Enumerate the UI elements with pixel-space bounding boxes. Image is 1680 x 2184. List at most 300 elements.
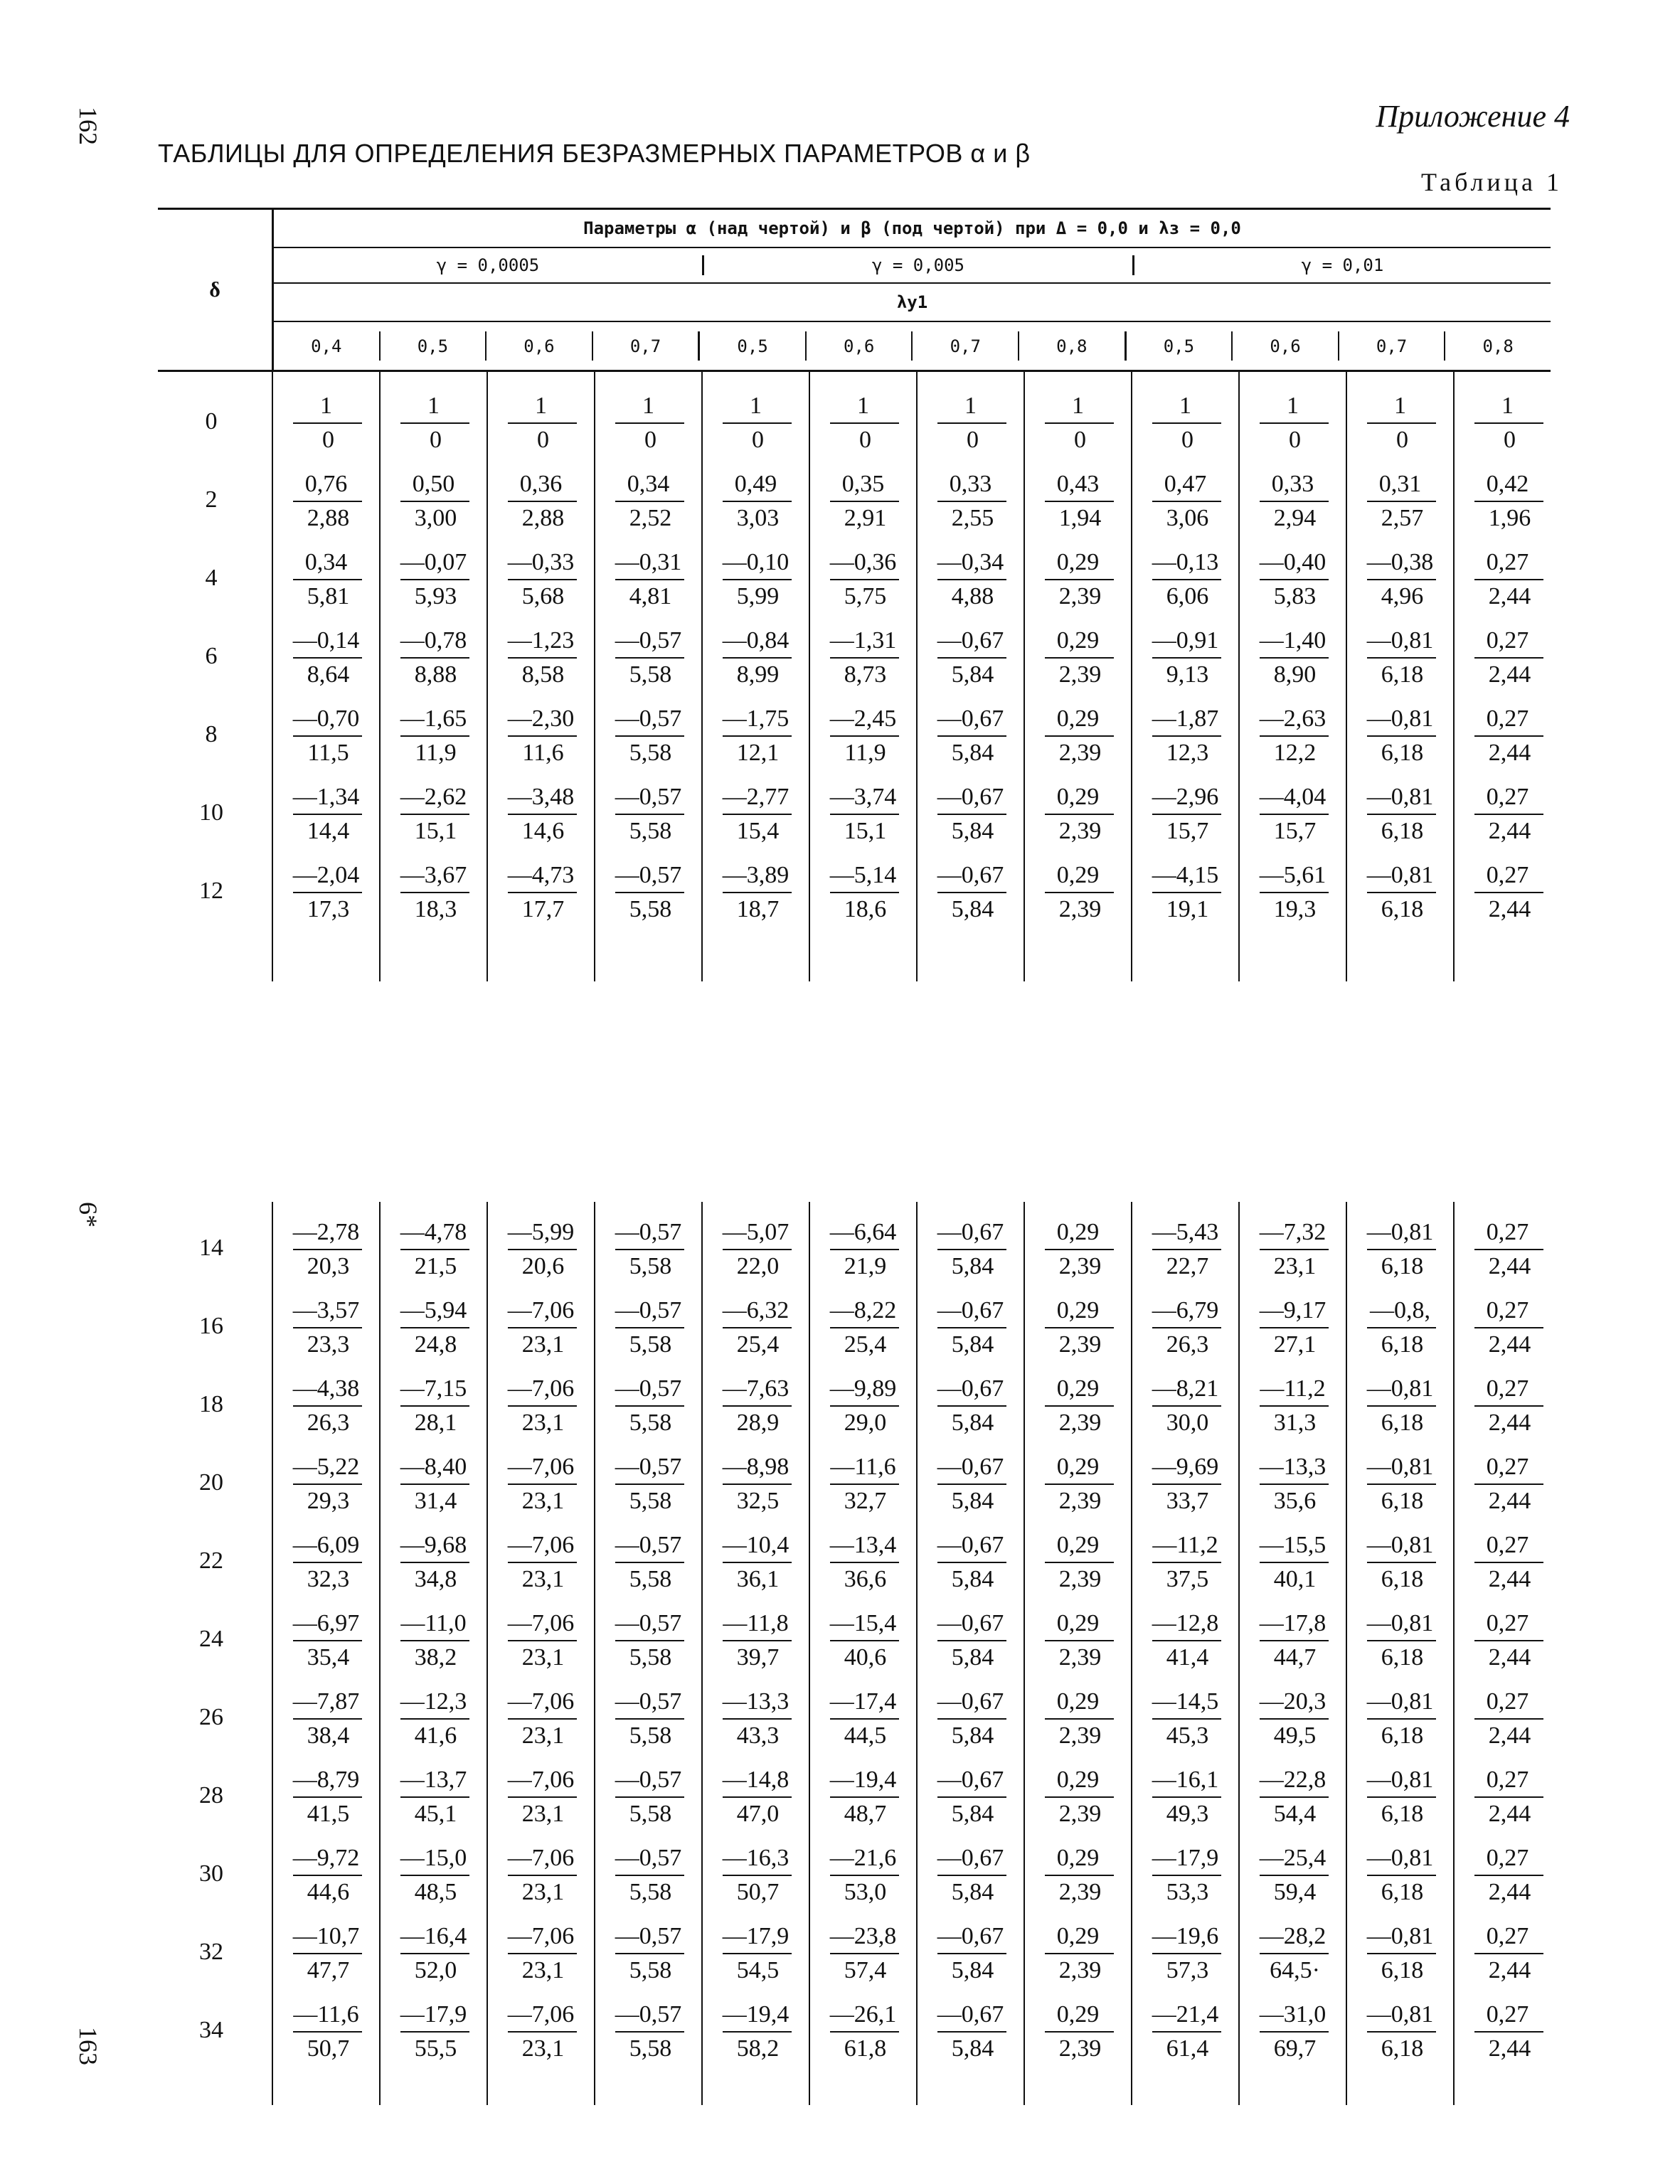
beta-value: 25,4 [844,1331,887,1358]
alpha-value: 1 [1501,393,1514,419]
beta-value: 40,6 [844,1644,887,1671]
delta-value: 8 [205,721,218,747]
fraction-cell [919,546,1026,613]
delta-value: 28 [199,1782,223,1809]
fraction-cell [1241,1529,1349,1596]
fraction-cell [275,859,382,926]
beta-value: 45,1 [414,1801,457,1827]
alpha-value: —16,1 [1152,1767,1219,1793]
fraction-cell [489,390,597,457]
beta-value: 1,94 [1058,505,1102,531]
column-header: 0,5 [381,331,487,360]
beta-value: 0 [1504,427,1516,453]
alpha-value: —0,67 [937,1454,1004,1480]
fraction-cell [1134,390,1241,457]
beta-value: 5,58 [629,1879,672,1905]
delta-value: 18 [199,1391,223,1417]
fraction-cell [919,1998,1026,2065]
fraction-cell [919,1294,1026,1361]
fraction-cell [1241,546,1349,613]
fraction-cell [1456,1998,1563,2065]
fraction-cell [597,546,704,613]
alpha-value: —9,72 [292,1845,360,1871]
beta-value: 0 [1289,427,1301,453]
fraction-cell [1456,1373,1563,1439]
fraction-cell [919,1216,1026,1283]
beta-value: 12,1 [736,740,780,766]
alpha-value: —17,9 [722,1923,790,1949]
column-header: 0,7 [593,331,701,360]
alpha-value: —1,31 [829,627,897,654]
fraction-cell [1456,390,1563,457]
beta-value: 2,44 [1488,583,1531,609]
fraction-cell [275,468,382,535]
fraction-cell [1241,1373,1349,1439]
alpha-value: —7,06 [507,1845,575,1871]
alpha-value: —1,34 [292,784,360,810]
alpha-value: —14,8 [722,1767,790,1793]
fraction-cell [1026,781,1134,848]
fraction-cell [382,624,489,691]
beta-value: 2,39 [1058,1801,1102,1827]
fraction-cell [704,1294,812,1361]
fraction-cell [1026,1529,1134,1596]
beta-value: 5,83 [1273,583,1317,609]
fraction-cell [597,1998,704,2065]
alpha-value: —0,81 [1366,862,1434,888]
beta-value: 23,3 [307,1331,350,1358]
fraction-cell [1134,1920,1241,1987]
beta-value: 57,3 [1166,1957,1209,1983]
beta-value: 6,18 [1381,1644,1424,1671]
fraction-cell [597,1920,704,1987]
alpha-value: 0,29 [1056,784,1100,810]
beta-value: 5,84 [951,896,994,922]
beta-value: 2,39 [1058,1253,1102,1279]
fraction-cell [1241,1685,1349,1752]
table-label: Таблица 1 [1421,168,1563,196]
fraction-cell [1349,859,1456,926]
beta-value: 8,90 [1273,661,1317,688]
alpha-value: 1 [964,393,977,419]
beta-value: 2,88 [307,505,350,531]
beta-value: 61,4 [1166,2035,1209,2062]
beta-value: 6,18 [1381,1801,1424,1827]
alpha-value: —5,22 [292,1454,360,1480]
alpha-value: —0,40 [1259,549,1327,575]
beta-value: 44,7 [1273,1644,1317,1671]
delta-value: 14 [199,1235,223,1261]
fraction-cell [1456,1529,1563,1596]
fraction-cell [1026,1998,1134,2065]
fraction-cell [597,468,704,535]
beta-value: 43,3 [736,1722,780,1749]
alpha-value: —0,67 [937,1923,1004,1949]
fraction-cell [1241,1842,1349,1909]
alpha-value: —25,4 [1259,1845,1327,1871]
column-header: 0,6 [487,331,593,360]
fraction-cell [812,1607,919,1674]
fraction-cell [1241,1451,1349,1518]
alpha-value: —0,81 [1366,1688,1434,1715]
gamma-group-3: γ = 0,01 [1301,255,1384,275]
fraction-cell [704,1607,812,1674]
beta-value: 5,84 [951,1644,994,1671]
delta-value: 26 [199,1704,223,1730]
fraction-cell [1026,1920,1134,1987]
fraction-cell [1349,1294,1456,1361]
beta-value: 2,44 [1488,896,1531,922]
beta-value: 2,39 [1058,661,1102,688]
fraction-cell [1456,1842,1563,1909]
alpha-value: —8,79 [292,1767,360,1793]
beta-value: 0 [1396,427,1408,453]
beta-value: 6,18 [1381,1488,1424,1514]
beta-value: 2,44 [1488,1566,1531,1592]
fraction-cell [1241,624,1349,691]
alpha-value: —0,67 [937,1532,1004,1558]
beta-value: 2,44 [1488,1331,1531,1358]
alpha-value: 0,29 [1056,1610,1100,1636]
fraction-cell [275,1764,382,1831]
beta-value: 5,58 [629,1722,672,1749]
beta-value: 57,4 [844,1957,887,1983]
fraction-cell [275,1373,382,1439]
beta-value: 23,1 [521,1801,565,1827]
beta-value: 5,58 [629,1253,672,1279]
alpha-value: —0,33 [507,549,575,575]
alpha-value: —19,6 [1152,1923,1219,1949]
fraction-cell [919,703,1026,769]
beta-value: 23,1 [521,1644,565,1671]
beta-value: 18,7 [736,896,780,922]
beta-value: 5,84 [951,818,994,844]
fraction-cell [489,1998,597,2065]
delta-value: 12 [199,878,223,904]
alpha-value: 0,33 [1271,471,1314,497]
fraction-cell [919,781,1026,848]
column-header: 0,7 [913,331,1019,360]
page-number-bottom: 163 [74,2027,102,2065]
fraction-cell [704,1764,812,1831]
fraction-cell [1241,1764,1349,1831]
beta-value: 5,84 [951,1801,994,1827]
fraction-cell [1241,468,1349,535]
beta-value: 2,44 [1488,1253,1531,1279]
alpha-value: —2,77 [722,784,790,810]
appendix-label: Приложение 4 [1376,99,1570,134]
fraction-cell [489,859,597,926]
fraction-cell [812,1842,919,1909]
alpha-value: —9,89 [829,1375,897,1402]
beta-value: 11,5 [307,740,349,766]
alpha-value: 0,27 [1486,1219,1529,1245]
alpha-value: —13,7 [400,1767,467,1793]
delta-header: δ [209,277,220,302]
fraction-cell [1349,1998,1456,2065]
fraction-cell [919,1529,1026,1596]
fraction-cell [1456,1451,1563,1518]
alpha-value: —14,5 [1152,1688,1219,1715]
beta-value: 6,18 [1381,896,1424,922]
delta-value: 32 [199,1939,223,1965]
fraction-cell [382,1373,489,1439]
alpha-value: —0,81 [1366,627,1434,654]
beta-value: 23,1 [521,1488,565,1514]
beta-value: 2,57 [1381,505,1424,531]
beta-value: 36,1 [736,1566,780,1592]
alpha-value: —8,98 [722,1454,790,1480]
alpha-value: —2,04 [292,862,360,888]
fraction-cell [1349,1685,1456,1752]
alpha-value: 0,27 [1486,1454,1529,1480]
beta-value: 5,84 [951,1566,994,1592]
fraction-cell [1026,1373,1134,1439]
alpha-value: —23,8 [829,1923,897,1949]
beta-value: 2,39 [1058,1331,1102,1358]
beta-value: 5,75 [844,583,887,609]
delta-value: 22 [199,1548,223,1574]
alpha-value: 1 [535,393,547,419]
alpha-value: —3,67 [400,862,467,888]
beta-value: 2,39 [1058,583,1102,609]
beta-value: 5,84 [951,1722,994,1749]
alpha-value: —7,32 [1259,1219,1327,1245]
alpha-value: —10,7 [292,1923,360,1949]
alpha-value: —2,30 [507,705,575,732]
alpha-value: —1,75 [722,705,790,732]
column-header: 0,6 [1233,331,1339,360]
beta-value: 2,44 [1488,1488,1531,1514]
alpha-value: —11,2 [1260,1375,1326,1402]
beta-value: 5,84 [951,1253,994,1279]
fraction-cell [597,390,704,457]
beta-value: 37,5 [1166,1566,1209,1592]
beta-value: 15,4 [736,818,780,844]
alpha-value: —7,06 [507,2001,575,2028]
fraction-cell [275,703,382,769]
alpha-value: —0,81 [1366,1767,1434,1793]
fraction-cell [382,546,489,613]
beta-value: 32,5 [736,1488,780,1514]
alpha-value: 0,29 [1056,2001,1100,2028]
beta-value: 2,52 [629,505,672,531]
alpha-value: —1,65 [400,705,467,732]
beta-value: 49,5 [1273,1722,1317,1749]
fraction-cell [704,468,812,535]
beta-value: 6,18 [1381,1253,1424,1279]
fraction-cell [919,1920,1026,1987]
beta-value: 2,91 [844,505,887,531]
fraction-cell [597,703,704,769]
beta-value: 59,4 [1273,1879,1317,1905]
alpha-value: —4,04 [1259,784,1327,810]
beta-value: 29,3 [307,1488,350,1514]
beta-value: 38,4 [307,1722,350,1749]
alpha-value: —0,57 [615,1454,682,1480]
alpha-value: —7,87 [292,1688,360,1715]
alpha-value: —0,81 [1366,1375,1434,1402]
beta-value: 36,6 [844,1566,887,1592]
fraction-cell [812,1294,919,1361]
beta-value: 8,73 [844,661,887,688]
table-block-upper [158,370,1551,981]
fraction-cell [1349,1451,1456,1518]
column-header: 0,8 [1482,336,1514,356]
alpha-value: —0,57 [615,1375,682,1402]
fraction-cell [812,1529,919,1596]
beta-value: 5,58 [629,740,672,766]
alpha-value: —0,81 [1366,2001,1434,2028]
beta-value: 2,39 [1058,1644,1102,1671]
alpha-value: 1 [642,393,654,419]
fraction-cell [489,1529,597,1596]
alpha-value: 0,47 [1164,471,1207,497]
beta-value: 5,58 [629,2035,672,2062]
alpha-value: 0,29 [1056,705,1100,732]
fraction-cell [1349,1373,1456,1439]
header-caption: Параметры α (над чертой) и β (под чертой) при Δ = 0,0 и λз = 0,0 [274,210,1551,248]
beta-value: 4,81 [629,583,672,609]
beta-value: 49,3 [1166,1801,1209,1827]
beta-value: 19,3 [1273,896,1317,922]
beta-value: 58,2 [736,2035,780,2062]
fraction-cell [382,1842,489,1909]
alpha-value: —26,1 [829,2001,897,2028]
beta-value: 25,4 [736,1331,780,1358]
fraction-cell [275,1685,382,1752]
fraction-cell [919,390,1026,457]
fraction-cell [1134,1294,1241,1361]
beta-value: 19,1 [1166,896,1209,922]
beta-value: 5,84 [951,1879,994,1905]
gamma-group-1: γ = 0,0005 [274,255,704,276]
alpha-value: —0,57 [615,1297,682,1323]
beta-value: 0 [430,427,442,453]
beta-value: 5,58 [629,818,672,844]
beta-value: 32,7 [844,1488,887,1514]
alpha-value: —0,38 [1366,549,1434,575]
fraction-cell [382,1920,489,1987]
alpha-value: 1 [320,393,332,419]
beta-value: 15,7 [1166,818,1209,844]
beta-value: 2,39 [1058,1722,1102,1749]
beta-value: 2,44 [1488,661,1531,688]
alpha-value: —0,81 [1366,1923,1434,1949]
alpha-value: —7,06 [507,1688,575,1715]
fraction-cell [1349,1607,1456,1674]
alpha-value: —1,23 [507,627,575,654]
beta-value: 6,18 [1381,1879,1424,1905]
fraction-cell [597,1294,704,1361]
alpha-value: —0,78 [400,627,467,654]
alpha-value: —8,22 [829,1297,897,1323]
alpha-value: —2,63 [1259,705,1327,732]
fraction-cell [597,859,704,926]
beta-value: 6,06 [1166,583,1209,609]
beta-value: 5,68 [521,583,565,609]
fraction-cell [275,546,382,613]
beta-value: 55,5 [414,2035,457,2062]
delta-value: 2 [205,486,218,513]
beta-value: 18,6 [844,896,887,922]
fraction-cell [275,1451,382,1518]
beta-value: 2,44 [1488,818,1531,844]
beta-value: 34,8 [414,1566,457,1592]
alpha-value: —4,73 [507,862,575,888]
beta-value: 2,88 [521,505,565,531]
alpha-value: —21,6 [829,1845,897,1871]
beta-value: 0 [322,427,334,453]
fraction-cell [489,1216,597,1283]
beta-value: 41,5 [307,1801,350,1827]
alpha-value: —0,57 [615,1923,682,1949]
alpha-value: 0,42 [1486,471,1529,497]
alpha-value: —6,09 [292,1532,360,1558]
gamma-group-2: γ = 0,005 [704,255,1134,276]
beta-value: 32,3 [307,1566,350,1592]
alpha-value: —0,31 [615,549,682,575]
alpha-value: 0,27 [1486,1845,1529,1871]
beta-value: 2,39 [1058,2035,1102,2062]
alpha-value: 0,27 [1486,627,1529,654]
beta-value: 53,0 [844,1879,887,1905]
alpha-value: —11,8 [723,1610,789,1636]
beta-value: 5,58 [629,1801,672,1827]
beta-value: 23,1 [1273,1253,1317,1279]
fraction-cell [812,390,919,457]
beta-value: 5,84 [951,1957,994,1983]
beta-value: 5,58 [629,661,672,688]
fraction-cell [1241,781,1349,848]
fraction-cell [597,1842,704,1909]
beta-value: 5,58 [629,1644,672,1671]
fraction-cell [1134,1529,1241,1596]
beta-value: 30,0 [1166,1410,1209,1436]
alpha-value: —20,3 [1259,1688,1327,1715]
beta-value: 6,18 [1381,1410,1424,1436]
alpha-value: —0,67 [937,1375,1004,1402]
beta-value: 29,0 [844,1410,887,1436]
fraction-cell [1134,1685,1241,1752]
fraction-cell [597,1529,704,1596]
beta-value: 6,18 [1381,1566,1424,1592]
column-header: 0,8 [1019,331,1127,360]
beta-value: 35,6 [1273,1488,1317,1514]
alpha-value: 0,29 [1056,1532,1100,1558]
fraction-cell [382,468,489,535]
fraction-cell [382,1529,489,1596]
beta-value: 41,6 [414,1722,457,1749]
alpha-value: 0,50 [412,471,455,497]
beta-value: 11,6 [522,740,564,766]
delta-value: 24 [199,1626,223,1652]
fraction-cell [382,390,489,457]
beta-value: 5,58 [629,896,672,922]
fraction-cell [812,781,919,848]
alpha-value: —7,15 [400,1375,467,1402]
alpha-value: —7,06 [507,1454,575,1480]
fraction-cell [1456,1764,1563,1831]
beta-value: 2,39 [1058,818,1102,844]
fraction-cell [1134,859,1241,926]
fraction-cell [597,1373,704,1439]
alpha-value: —9,68 [400,1532,467,1558]
alpha-value: —0,57 [615,784,682,810]
beta-value: 41,4 [1166,1644,1209,1671]
alpha-value: —13,4 [829,1532,897,1558]
beta-value: 23,1 [521,1957,565,1983]
